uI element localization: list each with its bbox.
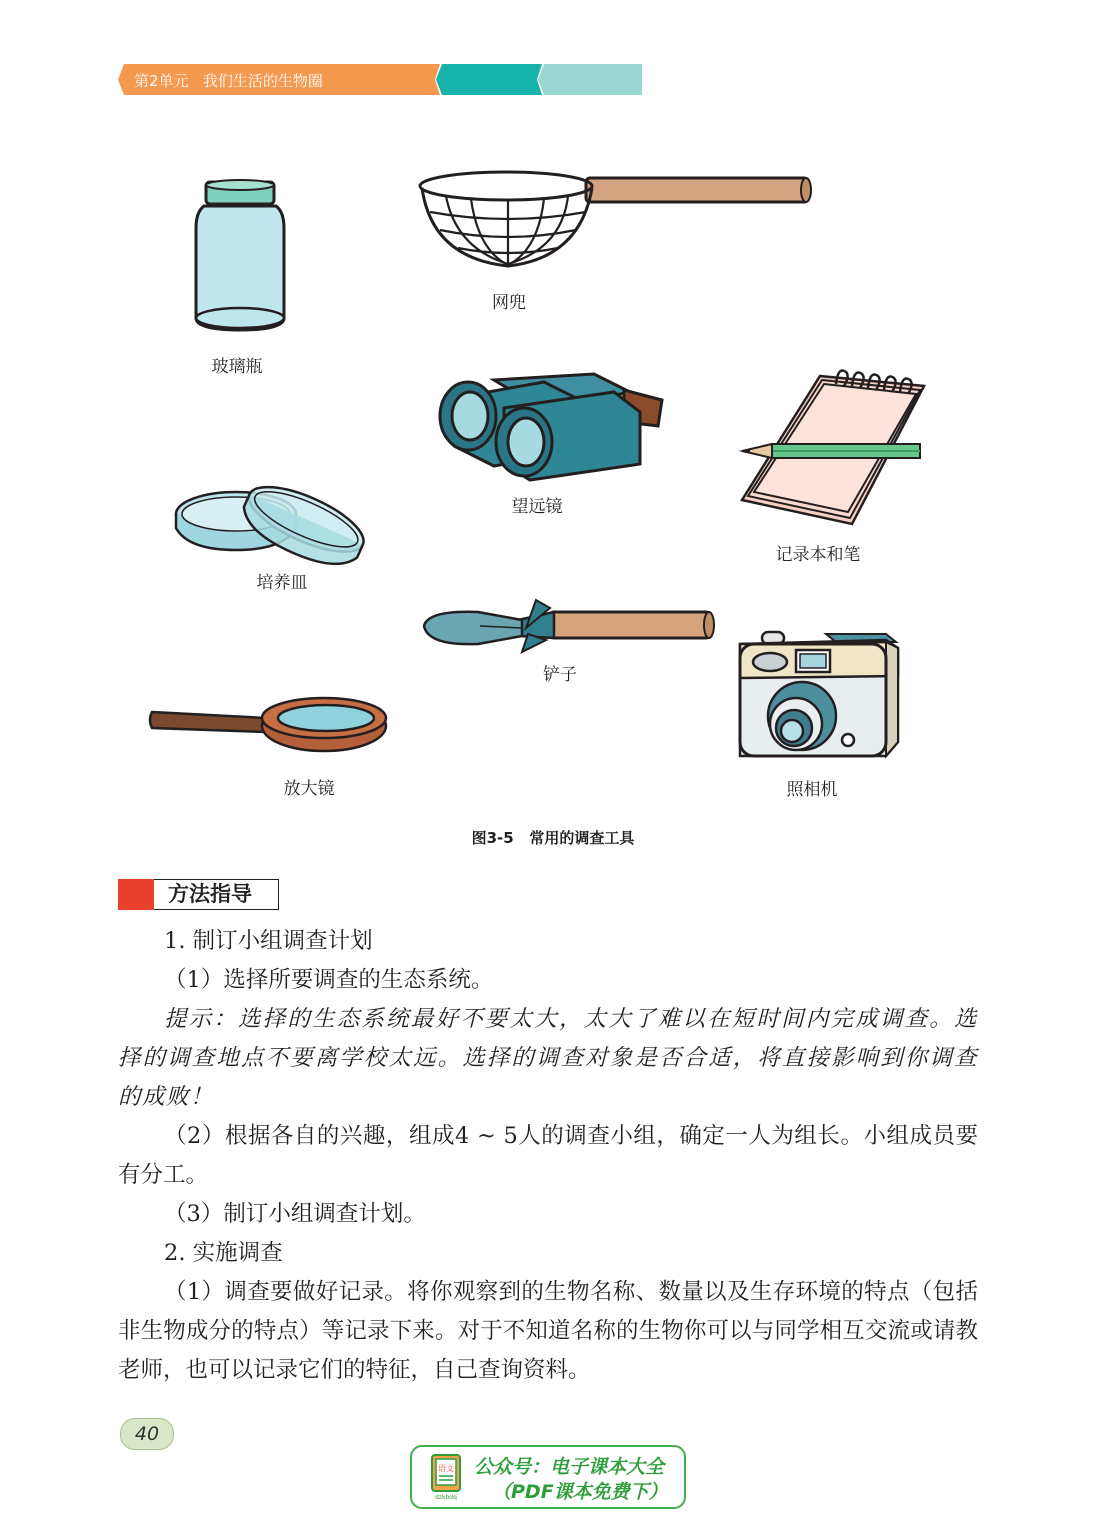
watermark-badge bbox=[410, 1445, 686, 1509]
paragraph-step-1-1: （1）选择所要调查的生态系统。 bbox=[164, 967, 494, 993]
magnifier-icon bbox=[148, 688, 390, 756]
trowel-icon bbox=[418, 598, 716, 656]
net-bag-icon bbox=[416, 168, 816, 272]
body-text bbox=[118, 922, 978, 1390]
book-icon bbox=[426, 1453, 466, 1501]
paragraph-step-2: 2. 实施调查 bbox=[164, 1240, 283, 1266]
caption-binoculars: 望远镜 bbox=[511, 497, 563, 517]
section-title: 方法指导 bbox=[154, 879, 279, 910]
unit-title: 第2单元 我们生活的生物圈 bbox=[134, 72, 323, 90]
glass-jar-icon bbox=[188, 176, 292, 336]
paragraph-step-1-2: （2）根据各自的兴趣，组成4 ~ 5人的调查小组，确定一人为组长。小组成员要有分工。 bbox=[118, 1123, 978, 1188]
paragraph-step-1-3: （3）制订小组调查计划。 bbox=[164, 1201, 426, 1227]
caption-net: 网兜 bbox=[492, 293, 526, 313]
caption-jar: 玻璃瓶 bbox=[211, 357, 263, 377]
camera-icon bbox=[736, 630, 902, 762]
banner-teal-segment bbox=[436, 64, 542, 95]
caption-trowel: 铲子 bbox=[543, 665, 577, 685]
caption-petri: 培养皿 bbox=[256, 573, 308, 593]
paragraph-hint: 提示：选择的生态系统最好不要太大，太大了难以在短时间内完成调查。选择的调查地点不要离学校太远。选择的调查对象是否合适，将直接影响到你调查的成败！ bbox=[118, 1006, 978, 1110]
binoculars-icon bbox=[434, 368, 670, 486]
watermark-line-1: 公众号：电子课本大全 bbox=[474, 1456, 665, 1478]
badge-icon-subtext: dzkbdq bbox=[435, 1494, 457, 1501]
petri-dish-icon bbox=[172, 480, 374, 568]
unit-banner bbox=[118, 64, 642, 95]
caption-notebook: 记录本和笔 bbox=[775, 545, 861, 565]
caption-magnifier: 放大镜 bbox=[283, 779, 335, 799]
badge-icon-text: 语文 bbox=[438, 1464, 454, 1473]
watermark-line-2: （PDF课本免费下） bbox=[492, 1481, 668, 1503]
figure-caption: 图3-5 常用的调查工具 bbox=[471, 829, 635, 847]
caption-camera: 照相机 bbox=[786, 780, 838, 800]
notebook-pencil-icon bbox=[732, 354, 928, 532]
paragraph-step-2-1: （1）调查要做好记录。将你观察到的生物名称、数量以及生存环境的特点（包括非生物成分的特点）等记录下来。对于不知道名称的生物你可以与同学相互交流或请教老师，也可以记录它们的特征，自己查询资料。 bbox=[118, 1279, 978, 1383]
page-number: 40 bbox=[120, 1418, 174, 1450]
section-marker bbox=[118, 879, 154, 910]
paragraph-step-1: 1. 制订小组调查计划 bbox=[164, 928, 373, 954]
banner-light-segment bbox=[538, 64, 642, 95]
